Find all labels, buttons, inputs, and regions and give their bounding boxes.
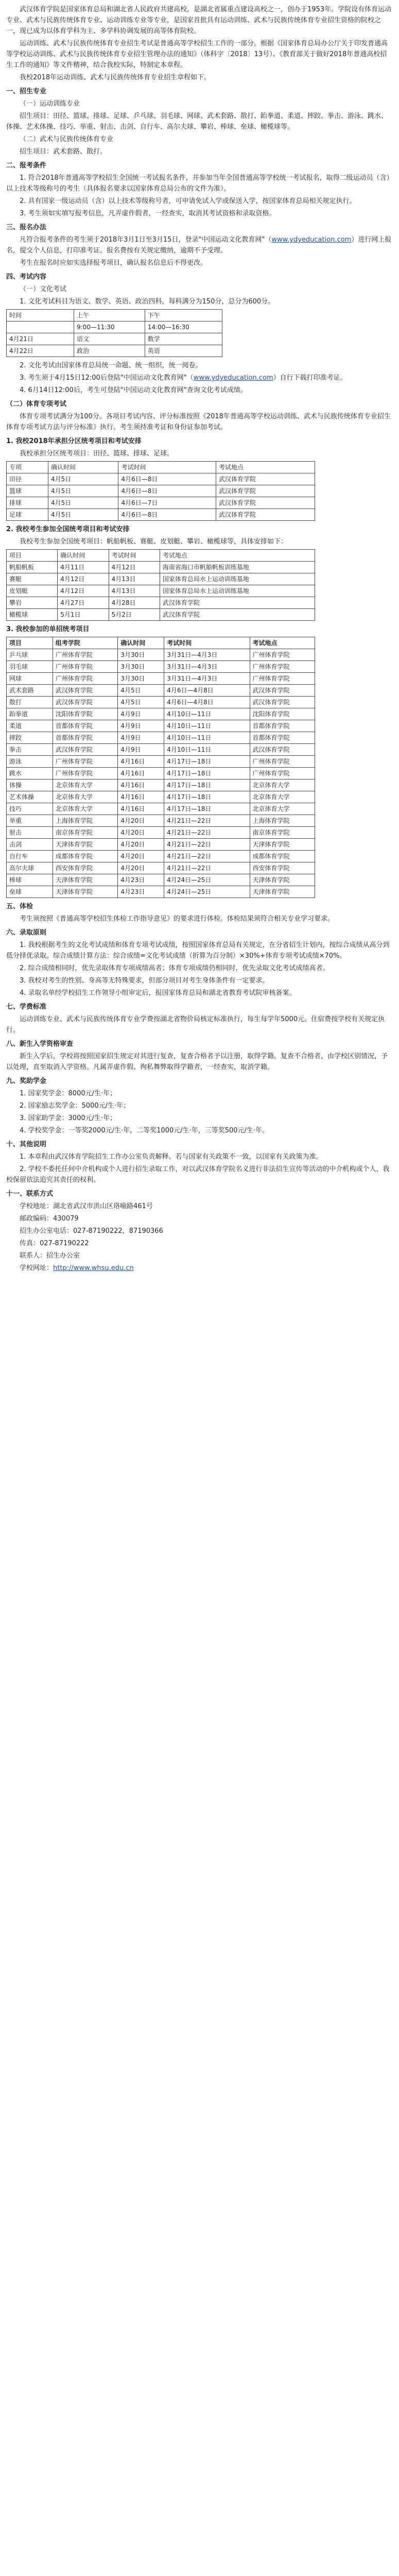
table-row: [7, 661, 315, 673]
table-cell: 柔道: [7, 720, 53, 732]
table-header-cell: 考试时间: [118, 462, 216, 473]
table-cell: 技巧: [7, 803, 53, 815]
other-item: 1. 本章程由武汉体育学院招生工作办公室负责解释。若与国家有关政策不一致，以国家有关政策为准。: [20, 1153, 323, 1161]
table-cell: 广州体育学院: [250, 673, 315, 685]
table-cell: 游泳: [7, 756, 53, 768]
single-exam-table: [6, 637, 315, 898]
table-cell: 首都体育学院: [53, 732, 117, 744]
table-cell: 4月16日: [118, 803, 164, 815]
section-scholarship-title: 九、奖助学金: [6, 1077, 47, 1085]
table-cell: 4月5日: [48, 485, 118, 497]
table-row: [7, 585, 315, 597]
table-header-row: [7, 550, 315, 562]
table-cell: 4月23日: [118, 886, 164, 898]
table-cell: 4月10日—11日: [164, 744, 250, 756]
table-header-cell: 项目: [7, 550, 58, 562]
section-other-title: 十、其他说明: [6, 1141, 47, 1148]
table-cell: 3月31日—4月3日: [164, 661, 250, 673]
single-exam-table-body: [7, 649, 315, 898]
table-cell: 4月9日: [118, 708, 164, 720]
table-cell: 3月30日: [118, 673, 164, 685]
table-cell: 4月9日: [118, 732, 164, 744]
culture-exam-text-2: 2. 文化考试由国家体育总局统一命题、统一组织，统一阅卷。: [20, 362, 202, 369]
registration-link[interactable]: www.ydyeducation.com: [271, 236, 352, 244]
table-cell: 广州体育学院: [250, 768, 315, 779]
table-row: [7, 768, 315, 779]
ticket-text-a: 3. 考生须于4月15日12:00后登陆"中国运动文化教育网"（: [20, 374, 194, 382]
sport-exam-title: （二）体育专项考试: [6, 400, 67, 408]
table-cell: 国家体育总局水上运动训练基地: [160, 573, 315, 585]
table-cell: 4月22日: [7, 345, 74, 357]
table-cell: 4月9日: [118, 744, 164, 756]
table-row: [7, 685, 315, 697]
table-cell: 天津体育学院: [250, 874, 315, 886]
table-cell: 4月5日: [118, 685, 164, 697]
table-header-cell: 项目: [7, 637, 53, 649]
table-row: [7, 497, 315, 509]
table-cell: 南京体育学院: [250, 827, 315, 839]
table-cell: 北京体育大学: [53, 791, 117, 803]
regional-exam-table: [6, 461, 315, 521]
table-cell: 散打: [7, 697, 53, 708]
table-cell: 皮划艇: [7, 585, 58, 597]
table-row: [7, 886, 315, 898]
table-cell: 4月21日—22日: [164, 862, 250, 874]
contact-line: 传真：027-87190222: [20, 1240, 89, 1247]
table-cell: 4月23日: [118, 874, 164, 886]
table-cell: 5月1日: [58, 609, 109, 621]
ticket-link[interactable]: www.ydyeducation.com: [193, 374, 273, 382]
table-cell: 4月17日—18日: [164, 779, 250, 791]
table-cell: 天津体育学院: [53, 839, 117, 851]
table-row: [7, 862, 315, 874]
table-cell: 英语: [145, 345, 222, 357]
table-row: [7, 791, 315, 803]
table-cell: 武术套路: [7, 685, 53, 697]
scholarship-item: 3. 国家助学金：3000元/生·年；: [20, 1114, 117, 1122]
table-cell: 4月20日: [118, 827, 164, 839]
table-cell: 4月12日: [109, 562, 160, 573]
table-header-cell: 考试地点: [160, 550, 315, 562]
table-cell: 4月27日: [58, 597, 109, 609]
table-row: [7, 697, 315, 708]
table-cell: 上海体育学院: [250, 815, 315, 827]
table-cell: 乒乓球: [7, 649, 53, 661]
contact-line: 联系人：招生办公室: [20, 1252, 80, 1260]
table-cell: 武汉体育学院: [216, 509, 315, 521]
table-cell: 武汉体育学院: [250, 697, 315, 708]
section-contact-title: 十一、联系方式: [6, 1190, 54, 1198]
table-row: [7, 744, 315, 756]
culture-exam-text-4: 4. 6月14日12:00后，考生可登陆"中国运动文化教育网"查询文化考试成绩。: [20, 386, 247, 394]
table-cell: 首都体育学院: [53, 720, 117, 732]
table-cell: 武汉体育学院: [160, 609, 315, 621]
table-cell: 4月5日: [48, 473, 118, 485]
table-cell: 广州体育学院: [53, 768, 117, 779]
table-cell: 沈阳体育学院: [53, 708, 117, 720]
table-cell: 广州体育学院: [53, 661, 117, 673]
table-row: [7, 827, 315, 839]
section-majors-title: 一、招生专业: [6, 88, 47, 95]
table-cell: 武汉体育学院: [250, 744, 315, 756]
scholarship-item: 4. 学校奖学金：一等奖2000元/生·年，二等奖1000元/生·年，三等奖500元/生·年。: [20, 1127, 269, 1134]
table-row: [7, 839, 315, 851]
table-cell: 北京体育大学: [53, 779, 117, 791]
table-cell: 攀岩: [7, 597, 58, 609]
section-review-title: 八、新生入学资格审查: [6, 1040, 74, 1048]
registration-text: [6, 234, 393, 256]
table-cell: 天津体育学院: [250, 886, 315, 898]
table-header-cell: 考试时间: [109, 550, 160, 562]
table-cell: 3月31日—4月3日: [164, 673, 250, 685]
table-row: [7, 562, 315, 573]
table-cell: 政治: [74, 345, 145, 357]
table-cell: 成都体育学院: [53, 851, 117, 862]
table-header-cell: 考试时间: [164, 637, 250, 649]
table-cell: 4月21日—22日: [164, 815, 250, 827]
table-header-cell: 确认时间: [58, 550, 109, 562]
table-cell: 南京体育学院: [53, 827, 117, 839]
table-header-cell: 考试地点: [250, 637, 315, 649]
contact-website: [6, 1263, 393, 1274]
table-cell: 下午: [145, 310, 222, 321]
table-cell: 北京体育大学: [250, 791, 315, 803]
table-cell: 4月21日—22日: [164, 839, 250, 851]
table-cell: 4月6日—8日: [118, 509, 216, 521]
regulations-document: [0, 0, 399, 1285]
table-cell: 4月24日—25日: [164, 874, 250, 886]
table-cell: 摔跤: [7, 732, 53, 744]
table-cell: 西安体育学院: [250, 862, 315, 874]
table-cell: 广州体育学院: [53, 756, 117, 768]
major-2-title: （二）武术与民族传统体育专业: [20, 135, 114, 143]
section-exam-title: 四、考试内容: [6, 273, 47, 281]
scholarship-item: 2. 国家励志奖学金：5000元/生·年；: [20, 1102, 130, 1110]
table-cell: 4月5日: [48, 497, 118, 509]
table-cell: 武汉体育学院: [160, 597, 315, 609]
table-cell: 14:00—16:30: [145, 321, 222, 333]
table-row: [7, 732, 315, 744]
table-cell: 武汉体育学院: [53, 685, 117, 697]
section-physical-title: 五、体检: [6, 903, 33, 910]
table-cell: 跆拳道: [7, 708, 53, 720]
table-cell: 广州体育学院: [250, 756, 315, 768]
major-1-title: （一）运动训练专业: [20, 100, 80, 108]
table-cell: 武汉体育学院: [216, 473, 315, 485]
table-row: [7, 473, 315, 485]
table-cell: 4月13日: [109, 585, 160, 597]
sport-exam-text: 体育专项考试满分为100分。各项目考试内容、评分标准按照《2018年普通高等学校运动训练、武术与民族传统体育专业招生体育专项考试方法与评分标准》执行。考生须持准考证和身份证参加考试。: [6, 413, 391, 431]
table-cell: 4月17日—18日: [164, 791, 250, 803]
major-1-text: 招生项目：田径、篮球、排球、足球、乒乓球、羽毛球、网球、武术套路、散打、跆拳道、柔道、摔跤、拳击、游泳、跳水、体操、艺术体操、技巧、举重、射击、击剑、自行车、高尔夫球、攀岩、棒球、垒球、橄榄球等。: [6, 112, 388, 131]
table-header-cell: 确认时间: [48, 462, 118, 473]
table-cell: 4月16日: [118, 791, 164, 803]
contact-line: 学校地址：湖北省武汉市洪山区珞喻路461号: [20, 1202, 153, 1210]
other-item: 2. 学校不委托任何中介机构或个人进行招生录取工作，对以武汉体育学院名义进行非法招生宣传等活动的中介机构或个人，我校保留依法追究其责任的权利。: [6, 1165, 390, 1184]
table-cell: 4月21日—22日: [164, 827, 250, 839]
table-cell: 西安体育学院: [53, 862, 117, 874]
registration-text-a: 凡符合报考条件的考生须于2018年3月1日至3月15日，登录"中国运动文化教育网"（: [20, 236, 272, 244]
table-row: [7, 597, 315, 609]
table-cell: 4月20日: [118, 851, 164, 862]
table-cell: 数学: [145, 333, 222, 345]
table-cell: 天津体育学院: [53, 886, 117, 898]
table-cell: 4月21日: [7, 333, 74, 345]
table-header-cell: 组考学院: [53, 637, 117, 649]
table-header-cell: 考试地点: [216, 462, 315, 473]
contact-line: 邮政编码：430079: [20, 1215, 79, 1223]
table-cell: 4月21日—22日: [164, 851, 250, 862]
table-cell: 射击: [7, 827, 53, 839]
single-exam-title: 3. 我校参加的单招统考项目: [6, 625, 90, 633]
table-cell: 海南省海口市帆船帆板训练基地: [160, 562, 315, 573]
table-cell: 天津体育学院: [53, 874, 117, 886]
table-row: [7, 649, 315, 661]
major-2-text: 招生项目：武术套路、散打。: [20, 148, 107, 156]
table-cell: 4月17日—18日: [164, 803, 250, 815]
table-cell: 4月5日: [48, 509, 118, 521]
table-cell: 4月11日: [58, 562, 109, 573]
table-cell: 4月12日: [58, 585, 109, 597]
table-cell: 排球: [7, 497, 48, 509]
table-cell: 首都体育学院: [250, 732, 315, 744]
table-cell: 3月30日: [118, 649, 164, 661]
national-exam-title: 2. 我校考生参加全国统考项目和考试安排: [6, 526, 130, 533]
table-cell: 北京体育大学: [53, 803, 117, 815]
table-cell: 4月16日: [118, 756, 164, 768]
registration-text-b: ）进行网上报名，提交个人信息，打印准考证。报名费按有关规定缴纳，逾期不予受理。: [6, 236, 392, 255]
physical-text: 考生须按照《普通高等学校招生体检工作指导意见》的要求进行体检。体检结果须符合相关专业学习要求。: [20, 915, 335, 923]
national-exam-table: [6, 549, 315, 621]
table-row: [7, 345, 222, 357]
table-cell: 国家体育总局水上运动训练基地: [160, 585, 315, 597]
table-row: [7, 573, 315, 585]
table-cell: 语文: [74, 333, 145, 345]
section-admission-title: 六、录取原则: [6, 929, 47, 937]
table-cell: [7, 321, 74, 333]
website-label: 学校网址：: [20, 1264, 54, 1272]
table-cell: 举重: [7, 815, 53, 827]
table-cell: 自行车: [7, 851, 53, 862]
table-cell: 北京体育大学: [250, 803, 315, 815]
table-cell: 4月6日—8日: [118, 485, 216, 497]
table-cell: 足球: [7, 509, 48, 521]
table-row: [7, 485, 315, 497]
table-cell: 广州体育学院: [250, 649, 315, 661]
section-tuition-title: 七、学费标准: [6, 1003, 47, 1011]
table-row: [7, 851, 315, 862]
table-cell: 武汉体育学院: [250, 685, 315, 697]
table-cell: 4月6日—7日: [118, 497, 216, 509]
national-exam-text: 我校考生参加全国统考项目：帆船帆板、赛艇、皮划艇、攀岩、橄榄球等，具体安排如下：: [20, 538, 288, 546]
table-cell: 广州体育学院: [53, 673, 117, 685]
admission-item: 2. 综合成绩相同时，优先录取体育专项成绩高者；体育专项成绩仍相同时，优先录取文化考试成绩高者。: [20, 964, 329, 972]
table-cell: 艺术体操: [7, 791, 53, 803]
table-row: [7, 609, 315, 621]
table-cell: 首都体育学院: [250, 720, 315, 732]
table-cell: 上海体育学院: [53, 815, 117, 827]
table-cell: 4月12日: [58, 573, 109, 585]
review-text: 新生入学后，学校将按照国家招生规定对其进行复查，复查合格者予以注册，取得学籍。复查不合格者，由学校区别情况，予以处理，直至取消入学资格。凡属弄虚作假、徇私舞弊取得学籍者，一经查实，取消学籍。: [6, 1053, 388, 1071]
culture-exam-text: 1. 文化考试科目为语文、数学、英语、政治四科，每科满分为150分，总分为600分。: [20, 298, 275, 306]
table-cell: 4月24日—25日: [164, 886, 250, 898]
table-cell: 成都体育学院: [250, 851, 315, 862]
table-cell: 4月9日: [118, 720, 164, 732]
table-row: [7, 720, 315, 732]
tuition-text: 运动训练专业、武术与民族传统体育专业学费按湖北省物价局核定标准执行，每生每学年5000元。住宿费按学校有关规定执行。: [6, 1015, 385, 1034]
table-cell: 体操: [7, 779, 53, 791]
table-cell: 4月6日—4月8日: [164, 697, 250, 708]
table-cell: 广州体育学院: [53, 649, 117, 661]
table-cell: 3月31日—4月3日: [164, 649, 250, 661]
section-eligibility-title: 二、报考条件: [6, 162, 47, 170]
admission-item: 3. 我校对考生的性别、身高等无特殊要求，但部分项目对考生身体条件有一定要求。: [20, 977, 269, 985]
table-cell: 网球: [7, 673, 53, 685]
contact-line: 招生办公室电话：027-87190222，87190366: [20, 1227, 163, 1235]
table-cell: 4月16日: [118, 779, 164, 791]
table-cell: 4月10日—11日: [164, 732, 250, 744]
table-row: [7, 310, 222, 321]
intro-paragraph-1: 武汉体育学院是国家体育总局和湖北省人民政府共建高校，是湖北省属重点建设高校之一，创办于1953年。学院设有体育运动专业、武术与民族传统体育专业、运动训练专业等专业，是国家首批具有运动训练、武术与民族传统体育专业招生资格的院校之一，现已成为以体育学科为主、多学科协调发展的高等体育院校。: [6, 6, 392, 35]
registration-note: 考生在报名时应如实选择报考项目，确认报名信息后不得更改。: [20, 259, 207, 267]
table-cell: 武汉体育学院: [53, 697, 117, 708]
table-cell: 4月5日: [118, 697, 164, 708]
table-cell: 时间: [7, 310, 74, 321]
table-cell: 4月16日: [118, 768, 164, 779]
admission-item: 1. 我校根据考生的文化考试成绩和体育专项考试成绩，按照国家体育总局有关规定，在分省招生计划内，按综合成绩从高分到低分择优录取。综合成绩计算方法：综合成绩=文化考试成绩（折算为百分制）×30%+体育专项考试成绩×70%。: [6, 941, 390, 960]
table-cell: 4月13日: [109, 573, 160, 585]
table-cell: 北京体育大学: [250, 779, 315, 791]
table-cell: 赛艇: [7, 573, 58, 585]
table-cell: 9:00—11:30: [74, 321, 145, 333]
eligibility-item: 1. 符合2018年普通高等学校招生全国统一考试报名条件，并参加当年全国普通高等学校统一考试报名，取得二级运动员（含）以上技术等级称号的考生（具体报名要求以国家体育总局公布的文件为准）。: [6, 174, 390, 193]
table-cell: 棒球: [7, 874, 53, 886]
table-cell: 4月17日—18日: [164, 768, 250, 779]
table-cell: 4月20日: [118, 815, 164, 827]
table-header-row: [7, 462, 315, 473]
table-cell: 武汉体育学院: [53, 744, 117, 756]
table-row: [7, 803, 315, 815]
table-row: [7, 673, 315, 685]
table-cell: 4月20日: [118, 839, 164, 851]
intro-paragraph-3: 我校2018年运动训练、武术与民族传统体育专业招生章程如下。: [20, 74, 211, 81]
culture-exam-table: [6, 309, 222, 357]
table-row: [7, 708, 315, 720]
ticket-text-b: ）自行下载打印准考证。: [273, 374, 347, 382]
table-header-cell: 确认时间: [118, 637, 164, 649]
website-link[interactable]: http://www.whsu.edu.cn: [53, 1264, 134, 1272]
table-cell: 高尔夫球: [7, 862, 53, 874]
table-cell: 4月17日—18日: [164, 756, 250, 768]
table-cell: 击剑: [7, 839, 53, 851]
table-row: [7, 509, 315, 521]
table-cell: 武汉体育学院: [216, 485, 315, 497]
table-cell: 4月6日—8日: [118, 473, 216, 485]
table-cell: 篮球: [7, 485, 48, 497]
table-header-row: [7, 637, 315, 649]
regional-exam-title: 1. 我校2018年承担分区统考项目和考试安排: [6, 437, 142, 445]
table-cell: 武汉体育学院: [216, 497, 315, 509]
table-cell: 橄榄球: [7, 609, 58, 621]
eligibility-item: 2. 具有国家一级运动员（含）以上技术等级称号者，可申请免试入学或保送入学，按国家体育总局相关规定执行。: [20, 197, 356, 205]
section-registration-title: 三、报名办法: [6, 224, 47, 231]
table-row: [7, 333, 222, 345]
table-cell: 沈阳体育学院: [250, 708, 315, 720]
table-cell: 帆船帆板: [7, 562, 58, 573]
intro-paragraph-2: 运动训练、武术与民族传统体育专业招生考试是普通高等学校招生工作的一部分。根据《国家体育总局办公厅关于印发普通高等学校运动训练、武术与民族传统体育专业招生管理办法的通知》（体科字〔2018〕13号）、《教育部关于做好2018年普通高校招生工作的通知》等文件精神，结合我校实际，特制定本章程。: [6, 40, 388, 69]
table-cell: 4月10日—11日: [164, 720, 250, 732]
table-row: [7, 815, 315, 827]
table-cell: 4月20日: [118, 862, 164, 874]
eligibility-item: 3. 考生须如实填写报考信息，凡弄虚作假者，一经查实，取消其考试资格和录取资格。: [20, 210, 276, 217]
scholarship-item: 1. 国家奖学金：8000元/生·年；: [20, 1090, 117, 1097]
table-cell: 4月6日—4月8日: [164, 685, 250, 697]
table-cell: 天津体育学院: [250, 839, 315, 851]
table-row: [7, 756, 315, 768]
table-row: [7, 321, 222, 333]
table-cell: 田径: [7, 473, 48, 485]
culture-exam-title: （一）文化考试: [20, 285, 67, 293]
table-cell: 羽毛球: [7, 661, 53, 673]
table-row: [7, 874, 315, 886]
table-cell: 垒球: [7, 886, 53, 898]
regional-exam-text: 我校承担分区统考项目：田径、篮球、排球、足球。: [20, 450, 174, 457]
table-cell: 上午: [74, 310, 145, 321]
table-cell: 3月30日: [118, 661, 164, 673]
table-cell: 广州体育学院: [250, 661, 315, 673]
table-cell: 5月2日: [109, 609, 160, 621]
table-row: [7, 779, 315, 791]
table-cell: 4月10日—11日: [164, 708, 250, 720]
table-cell: 4月28日: [109, 597, 160, 609]
table-cell: 拳击: [7, 744, 53, 756]
table-header-cell: 专项: [7, 462, 48, 473]
culture-exam-text-3: [6, 372, 393, 383]
admission-item: 4. 录取名单经学校招生工作领导小组审定后，报国家体育总局和湖北省教育考试院审核备案。: [20, 989, 296, 997]
table-cell: 跳水: [7, 768, 53, 779]
